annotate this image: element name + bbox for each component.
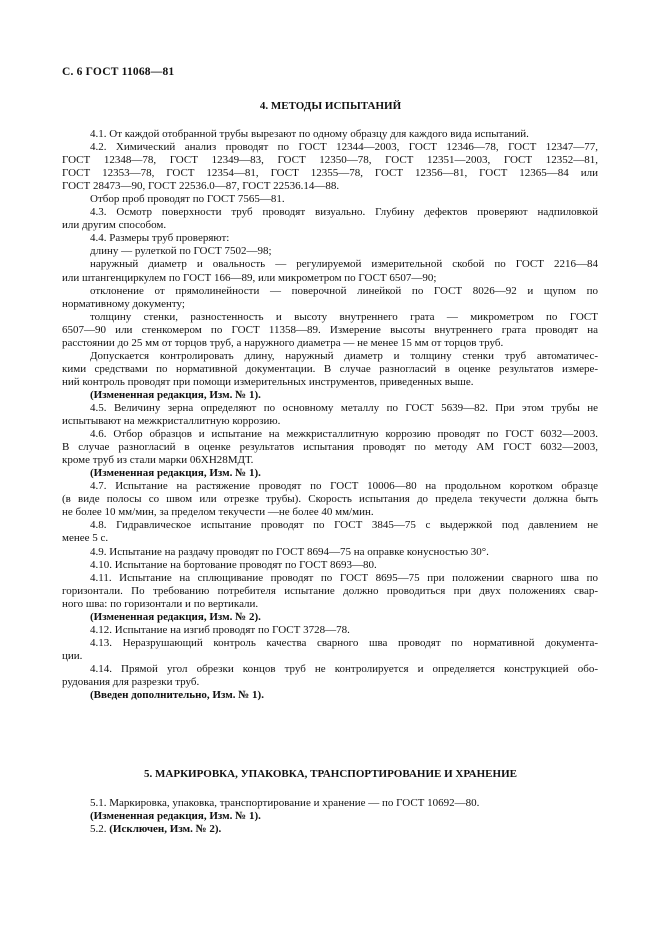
text-line: 6507—90 или стенкомером по ГОСТ 11358—89. Измерение высоты внутреннего грата проводят на	[62, 323, 598, 336]
section-5-title: 5. МАРКИРОВКА, УПАКОВКА, ТРАНСПОРТИРОВАНИЕ И ХРАНЕНИЕ	[144, 768, 517, 780]
text-line: (Измененная редакция, Изм. № 1).	[90, 810, 261, 823]
text-line: 4.14. Прямой угол обрезки концов труб не контролируется и определяется конструкцией обо-	[90, 662, 598, 675]
text-line: (Введен дополнительно, Изм. № 1).	[90, 689, 264, 702]
text-line: Допускается контролировать длину, наружный диаметр и толщину стенки труб автоматичес-	[90, 349, 598, 362]
text-line: толщину стенки, разностенность и высоту внутреннего грата — микрометром по ГОСТ	[90, 310, 598, 323]
text-line: отклонение от прямолинейности — поверочной линейкой по ГОСТ 8026—92 и щупом по	[90, 284, 598, 297]
text-line: 4.2. Химический анализ проводят по ГОСТ 12344—2003, ГОСТ 12346—78, ГОСТ 12347—77,	[90, 141, 598, 154]
text-line: ний контроль проводят при помощи измерительных инструментов, приведенных выше.	[62, 375, 474, 388]
section-4-title: 4. МЕТОДЫ ИСПЫТАНИЙ	[259, 100, 402, 112]
text-line: или другим способом.	[62, 219, 167, 232]
text-fragment: 5.2.	[90, 823, 110, 836]
text-line: ного шва: по горизонтали и по вертикали.	[62, 597, 259, 610]
text-line: 4.3. Осмотр поверхности труб проводят визуально. Глубину дефектов проверяют надпиловкой	[90, 206, 598, 219]
text-line: 4.5. Величину зерна определяют по основному металлу по ГОСТ 5639—82. При этом трубы не	[90, 401, 598, 414]
text-line: 4.4. Размеры труб проверяют:	[90, 232, 230, 245]
text-line: (Измененная редакция, Изм. № 1).	[90, 388, 261, 401]
text-line: 4.8. Гидравлическое испытание проводят по ГОСТ 3845—75 с выдержкой под давлением не	[90, 519, 598, 532]
text-line: 5.1. Маркировка, упаковка, транспортирование и хранение — по ГОСТ 10692—80.	[90, 797, 480, 809]
bold-fragment: (Исключен, Изм. № 2).	[109, 823, 222, 836]
text-line: (Измененная редакция, Изм. № 1).	[90, 467, 261, 480]
text-line: кроме труб из стали марки 06ХН28МДТ.	[62, 454, 254, 467]
text-line: 4.1. От каждой отобранной трубы вырезают по одному образцу для каждого вида испытаний.	[90, 128, 529, 140]
text-line: не более 10 мм/мин, за пределом текучести —не более 40 мм/мин.	[62, 506, 374, 519]
text-line: 4.7. Испытание на растяжение проводят по ГОСТ 10006—80 на продольном коротком образце	[90, 480, 598, 493]
text-line: ГОСТ 28473—90, ГОСТ 22536.0—87, ГОСТ 22536.14—88.	[62, 180, 340, 193]
text-line: рудования для разрезки труб.	[62, 675, 200, 688]
text-line: нормативному документу;	[62, 297, 185, 310]
text-line: ции.	[62, 649, 83, 662]
text-line: 4.11. Испытание на сплющивание проводят по ГОСТ 8695—75 при положении сварного шва по	[90, 571, 598, 584]
text-line: (в виде полосы со швом или отрезке трубы). Скорость испытания до предела текучести должна быть	[62, 493, 598, 506]
section-4-body	[62, 128, 598, 702]
text-line: длину — рулеткой по ГОСТ 7502—98;	[90, 245, 272, 258]
text-line: ГОСТ 12348—78, ГОСТ 12349—83, ГОСТ 12350—78, ГОСТ 12351—2003, ГОСТ 12352—81,	[62, 154, 598, 167]
text-line: В случае разногласий в оценке результатов испытания проводят по методу АМ ГОСТ 6032—2003,	[62, 441, 598, 454]
text-line: кими средствами по нормативной документации. В случае разногласий в оценке результатов измере-	[62, 362, 598, 375]
text-line: расстоянии до 25 мм от торцов труб, а наружного диаметра — не менее 15 мм от торцов труб.	[62, 336, 504, 349]
text-line: или штангенциркулем по ГОСТ 166—89, или микрометром по ГОСТ 6507—90;	[62, 271, 437, 284]
text-line: Отбор проб проводят по ГОСТ 7565—81.	[90, 193, 285, 206]
text-line: (Измененная редакция, Изм. № 2).	[90, 610, 261, 623]
section-5-body	[62, 797, 598, 836]
text-line: 4.6. Отбор образцов и испытание на межкристаллитную коррозию проводят по ГОСТ 6032—2003.	[90, 428, 598, 441]
text-line: испытывают на межкристаллитную коррозию.	[62, 415, 281, 428]
text-line: ГОСТ 12353—78, ГОСТ 12354—81, ГОСТ 12355—78, ГОСТ 12356—81, ГОСТ 12365—84 или	[62, 167, 598, 180]
text-line: 4.9. Испытание на раздачу проводят по ГОСТ 8694—75 на оправке конусностью 30°.	[90, 545, 489, 558]
text-line: горизонтали. По требованию потребителя испытание должно проводиться при двух положениях свар-	[62, 584, 598, 597]
text-line: наружный диаметр и овальность — регулируемой измерительной скобой по ГОСТ 2216—84	[90, 258, 598, 271]
text-line: 4.12. Испытание на изгиб проводят по ГОСТ 3728—78.	[90, 623, 350, 636]
text-line: менее 5 с.	[62, 532, 109, 545]
page-header: С. 6 ГОСТ 11068—81	[62, 66, 175, 78]
text-line: 4.13. Неразрушающий контроль качества сварного шва проводят по нормативной документа-	[90, 636, 598, 649]
text-line	[62, 823, 598, 836]
text-line: 4.10. Испытание на бортование проводят по ГОСТ 8693—80.	[90, 558, 377, 571]
